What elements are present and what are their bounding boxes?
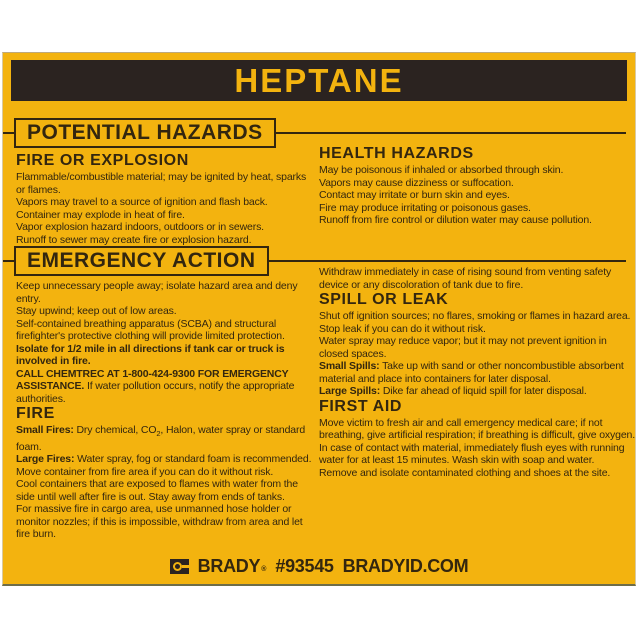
- paragraph: [319, 189, 609, 202]
- paragraph: [319, 442, 635, 467]
- paragraph: [16, 453, 312, 466]
- text-run: Dry chemical, CO: [73, 424, 157, 436]
- text-run: Keep unnecessary people away; isolate hazard area and deny entry.: [16, 280, 298, 305]
- paragraph: [16, 305, 312, 318]
- text-run: Small Fires:: [16, 424, 74, 436]
- text-run: Cool containers that are exposed to flames with water from the side until well after fire is out. Stay away from ends of tanks.: [16, 478, 298, 503]
- paragraph: [16, 478, 312, 503]
- text-run: Water spray, fog or standard foam is recommended.: [74, 453, 312, 466]
- paragraph: [319, 417, 635, 442]
- text-run: Dike far ahead of liquid spill for later disposal.: [380, 385, 587, 397]
- paragraph: [319, 385, 635, 398]
- text-run: Large Spills:: [319, 385, 381, 397]
- paragraph: [319, 335, 635, 360]
- brady-wordmark: [198, 557, 267, 575]
- health-hazards-heading: HEALTH HAZARDS: [319, 145, 474, 162]
- paragraph: [16, 234, 309, 247]
- text-run: Runoff to sewer may create fire or explosion hazard.: [16, 233, 252, 246]
- text-run: , Halon, water spray or standard foam.: [16, 424, 306, 453]
- fire-or-explosion-section: [16, 152, 309, 246]
- first-aid-heading: FIRST AID: [319, 397, 403, 415]
- chemical-name: HEPTANE: [234, 62, 404, 99]
- paragraph: [319, 177, 609, 190]
- fire-or-explosion-text: [16, 171, 309, 246]
- paragraph: [16, 318, 312, 343]
- header-rule: [276, 132, 626, 134]
- paragraph: [16, 343, 312, 368]
- paragraph: [16, 221, 309, 234]
- text-run: Self-contained breathing apparatus (SCBA) and structural firefighter's protective clothing will provide limited protection.: [16, 317, 285, 342]
- brand-name: BRADY: [197, 556, 261, 576]
- paragraph: [16, 503, 312, 541]
- first-aid-text: [319, 417, 635, 480]
- potential-hazards-title: POTENTIAL HAZARDS: [14, 118, 276, 148]
- hazmat-label: [2, 52, 636, 586]
- header-rule: [269, 260, 626, 262]
- text-run: Container may explode in heat of fire.: [16, 208, 185, 221]
- text-run: Isolate for 1/2 mile in all directions if tank car or truck is involved in fire.: [16, 342, 285, 367]
- emergency-action-text: [16, 280, 312, 405]
- text-run: Small Spills:: [319, 360, 380, 372]
- text-run: Stay upwind; keep out of low areas.: [16, 305, 177, 317]
- text-run: Contact may irritate or burn skin and eyes.: [319, 189, 510, 201]
- registered-trademark-symbol: ®: [261, 566, 267, 573]
- text-run: Vapors may cause dizziness or suffocation.: [319, 176, 514, 189]
- text-run: Remove and isolate contaminated clothing and shoes at the site.: [319, 466, 611, 479]
- emergency-action-right-column: [319, 266, 635, 479]
- fire-heading: FIRE: [16, 405, 55, 422]
- text-run: Flammable/combustible material; may be ignited by heat, sparks or flames.: [16, 171, 307, 196]
- text-run: Runoff from fire control or dilution water may cause pollution.: [319, 214, 592, 226]
- brady-logo-ring: [173, 562, 182, 571]
- paragraph: [319, 164, 609, 177]
- brady-logo-slot: [182, 565, 189, 568]
- text-run: 2: [156, 429, 161, 439]
- text-run: In case of contact with material, immediately flush eyes with running water for at least 15 minutes. Wash skin with soap and water.: [319, 441, 625, 466]
- chemical-name-banner: [11, 60, 627, 101]
- text-run: If water pollution occurs, notify the appropriate authorities.: [16, 380, 295, 405]
- text-run: Stop leak if you can do it without risk.: [319, 322, 486, 335]
- website: BRADYID.COM: [342, 556, 469, 576]
- paragraph: [319, 323, 635, 336]
- text-run: Shut off ignition sources; no flares, smoking or flames in hazard area.: [319, 310, 631, 322]
- potential-hazards-header: [3, 119, 626, 147]
- health-hazards-section: [319, 145, 609, 227]
- paragraph: [319, 214, 609, 227]
- paragraph: [319, 467, 635, 480]
- part-number: #93545: [275, 556, 334, 576]
- text-run: CALL CHEMTREC AT 1-800-424-9300 FOR EMERGENCY ASSISTANCE.: [16, 367, 289, 392]
- paragraph: [16, 171, 309, 196]
- brady-logo-icon: [170, 559, 189, 574]
- spill-or-leak-heading: SPILL OR LEAK: [319, 291, 449, 308]
- text-run: Vapors may travel to a source of ignition and flash back.: [16, 196, 268, 208]
- paragraph: [16, 280, 312, 305]
- paragraph: [319, 266, 635, 291]
- text-run: Withdraw immediately in case of rising sound from venting safety device or any discoloration of tank due to fire.: [319, 266, 612, 291]
- paragraph: [16, 368, 312, 406]
- header-left-tick: [3, 260, 14, 262]
- text-run: May be poisonous if inhaled or absorbed through skin.: [319, 164, 564, 176]
- paragraph: [16, 466, 312, 479]
- paragraph: [319, 360, 635, 385]
- health-hazards-text: [319, 164, 609, 227]
- text-run: Large Fires:: [16, 453, 75, 466]
- paragraph: [16, 424, 312, 453]
- text-run: Move victim to fresh air and call emergency medical care; if not breathing, give artificial respiration; if breathing is difficult, give oxygen.: [319, 416, 635, 441]
- fire-or-explosion-heading: FIRE OR EXPLOSION: [16, 152, 189, 169]
- text-run: Take up with sand or other noncombustible absorbent material and place into containers for later disposal.: [319, 360, 624, 385]
- text-run: Fire may produce irritating or poisonous gases.: [319, 201, 531, 214]
- text-run: Vapor explosion hazard indoors, outdoors or in sewers.: [16, 221, 264, 233]
- text-run: Move container from fire area if you can do it without risk.: [16, 465, 274, 478]
- text-run: For massive fire in cargo area, use unmanned hose holder or monitor nozzles; if this is impossible, withdraw from area and let fire burn.: [16, 503, 303, 541]
- footer: [3, 555, 635, 577]
- paragraph: [319, 310, 635, 323]
- header-left-tick: [3, 132, 14, 134]
- emergency-action-title: EMERGENCY ACTION: [14, 246, 269, 276]
- paragraph: [16, 196, 309, 209]
- withdraw-note-text: [319, 266, 635, 291]
- paragraph: [319, 202, 609, 215]
- emergency-action-left-column: [16, 280, 312, 541]
- fire-text: [16, 424, 312, 541]
- text-run: Water spray may reduce vapor; but it may not prevent ignition in closed spaces.: [319, 335, 607, 360]
- spill-or-leak-text: [319, 310, 635, 398]
- paragraph: [16, 209, 309, 222]
